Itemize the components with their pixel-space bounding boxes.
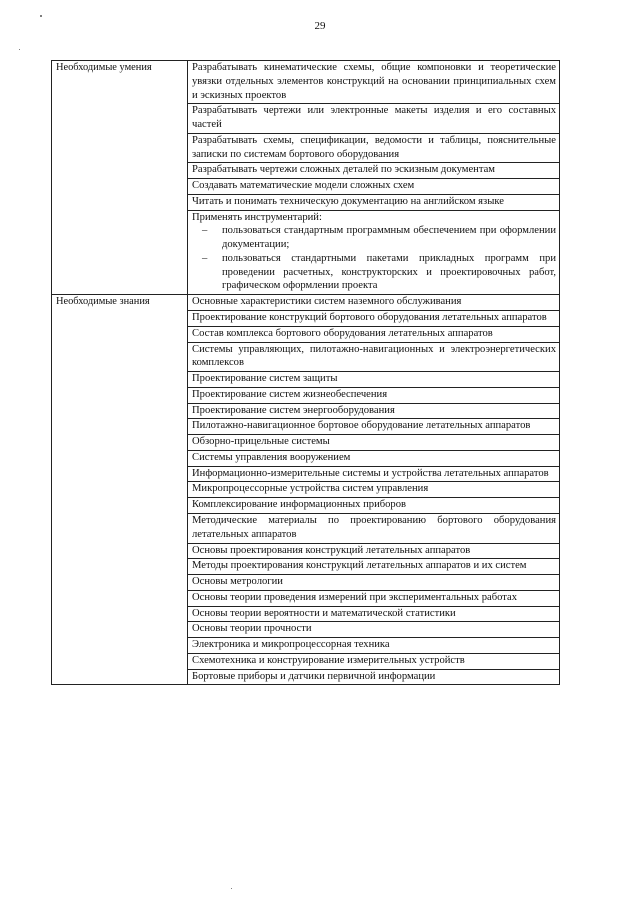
dash-bullet: – xyxy=(202,252,208,264)
knowledge-item: Основные характеристики систем наземного обслуживания xyxy=(188,295,560,311)
scan-speck xyxy=(231,888,232,889)
knowledge-item: Схемотехника и конструирование измерительных устройств xyxy=(188,653,560,669)
dash-bullet: – xyxy=(202,225,208,237)
knowledge-item: Основы теории прочности xyxy=(188,622,560,638)
knowledge-item: Проектирование систем энергооборудования xyxy=(188,403,560,419)
knowledge-item: Проектирование конструкций бортового оборудования летательных аппаратов xyxy=(188,311,560,327)
table-row xyxy=(52,295,560,311)
skill-item: Разрабатывать чертежи или электронные макеты изделия и его составных частей xyxy=(188,104,560,134)
tool-text: пользоваться стандартным программным обеспечением при оформлении документации; xyxy=(222,225,556,251)
knowledge-item: Основы теории вероятности и математической статистики xyxy=(188,606,560,622)
knowledge-item: Системы управления вооружением xyxy=(188,450,560,466)
scan-speck xyxy=(40,15,42,17)
knowledge-item: Проектирование систем защиты xyxy=(188,372,560,388)
skills-header: Необходимые умения xyxy=(52,61,188,295)
knowledge-item: Пилотажно-навигационное бортовое оборудование летательных аппаратов xyxy=(188,419,560,435)
knowledge-item: Бортовые приборы и датчики первичной информации xyxy=(188,669,560,685)
tools-intro: Применять инструментарий: xyxy=(192,211,322,223)
skill-item: Разрабатывать чертежи сложных деталей по эскизным документам xyxy=(188,163,560,179)
knowledge-header: Необходимые знания xyxy=(52,295,188,685)
knowledge-item: Электроника и микропроцессорная техника xyxy=(188,638,560,654)
knowledge-item: Методические материалы по проектированию бортового оборудования летательных аппаратов xyxy=(188,513,560,543)
knowledge-item: Системы управляющих, пилотажно-навигационных и электроэнергетических комплексов xyxy=(188,342,560,372)
tool-list-item xyxy=(192,224,556,252)
knowledge-item: Комплексирование информационных приборов xyxy=(188,498,560,514)
knowledge-item: Информационно-измерительные системы и устройства летательных аппаратов xyxy=(188,466,560,482)
knowledge-item: Основы метрологии xyxy=(188,575,560,591)
skill-item: Разрабатывать кинематические схемы, общие компоновки и теоретические увязки отдельных элементов конструкций на основании принципиальных схем и эскизных проектов xyxy=(188,61,560,104)
scan-speck xyxy=(19,49,20,50)
knowledge-item: Микропроцессорные устройства систем управления xyxy=(188,482,560,498)
tool-text: пользоваться стандартными пакетами прикладных программ при проведении расчетных, конструкторских и проектировочных работ, графическом оформлении проекта xyxy=(222,252,556,292)
tool-list-item xyxy=(192,252,556,293)
knowledge-item: Обзорно-прицельные системы xyxy=(188,435,560,451)
skill-item: Читать и понимать техническую документацию на английском языке xyxy=(188,194,560,210)
knowledge-item: Основы теории проведения измерений при экспериментальных работах xyxy=(188,590,560,606)
page-number: 29 xyxy=(314,20,326,32)
knowledge-item: Методы проектирования конструкций летательных аппаратов и их систем xyxy=(188,559,560,575)
skill-item: Разрабатывать схемы, спецификации, ведомости и таблицы, пояснительные записки по системам бортового оборудования xyxy=(188,133,560,163)
skill-item: Создавать математические модели сложных схем xyxy=(188,179,560,195)
knowledge-item: Основы проектирования конструкций летательных аппаратов xyxy=(188,543,560,559)
requirements-table xyxy=(51,60,560,685)
knowledge-item: Состав комплекса бортового оборудования летательных аппаратов xyxy=(188,326,560,342)
knowledge-item: Проектирование систем жизнеобеспечения xyxy=(188,387,560,403)
skill-item-tools xyxy=(188,210,560,295)
table-row xyxy=(52,61,560,104)
